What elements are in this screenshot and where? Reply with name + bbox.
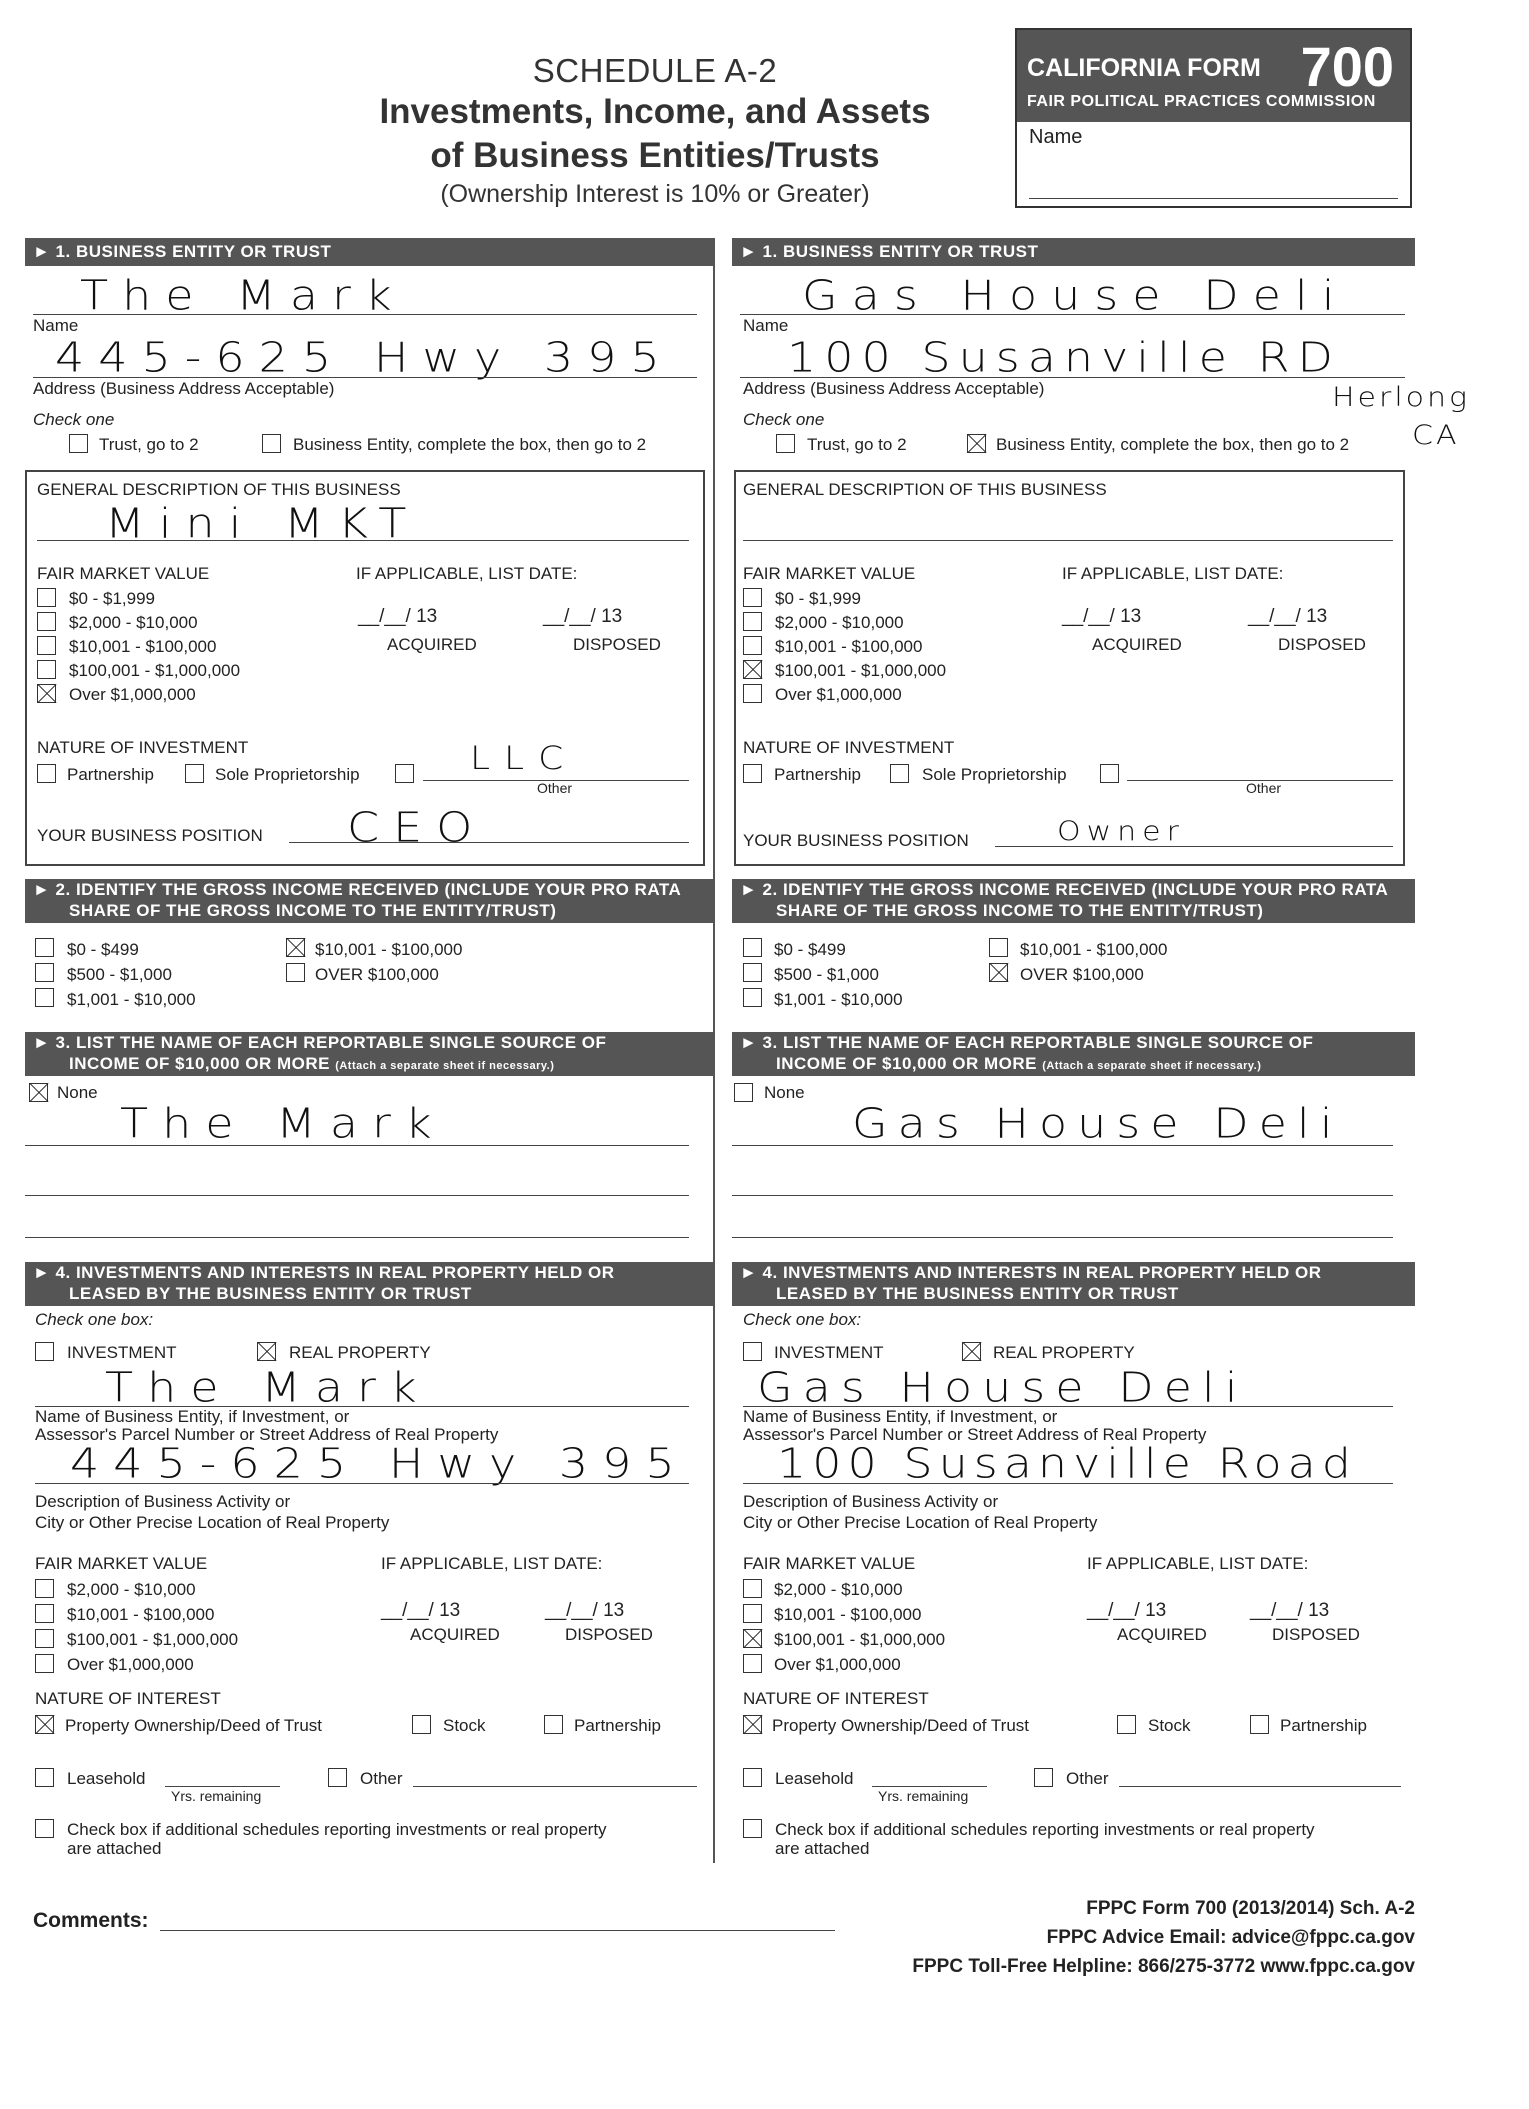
nature-interest-label: NATURE OF INTEREST [35, 1689, 221, 1708]
section-2-header-line1: ► 2. IDENTIFY THE GROSS INCOME RECEIVED (INCLUDE YOUR PRO RATA [33, 880, 682, 899]
rp-description-label-line1: Description of Business Activity or [35, 1492, 291, 1511]
partnership-checkbox[interactable] [37, 764, 56, 783]
income-0-499-label: $0 - $499 [774, 940, 846, 959]
income-source-line-3[interactable] [25, 1237, 689, 1238]
address-label: Address (Business Address Acceptable) [743, 379, 1045, 398]
rp-description-value: 100 Susanville Road [777, 1438, 1357, 1488]
rp-description-label-line2: City or Other Precise Location of Real Property [35, 1513, 390, 1532]
if-applicable-label: IF APPLICABLE, LIST DATE: [356, 564, 578, 583]
footer-advice-email: FPPC Advice Email: advice@fppc.ca.gov [1046, 1927, 1415, 1948]
rp-real-property-checkbox[interactable] [257, 1342, 276, 1361]
nature-investment-label: NATURE OF INVESTMENT [37, 738, 249, 757]
rp-real-property-label: REAL PROPERTY [993, 1343, 1135, 1362]
entity-address-value: 445-625 Hwy 395 [55, 332, 674, 382]
leasehold-checkbox[interactable] [35, 1768, 54, 1787]
fmv-10001-100000-label: $10,001 - $100,000 [775, 637, 923, 656]
rp-fmv-100001-1000000-checkbox[interactable] [35, 1629, 54, 1648]
source-none-checkbox[interactable] [734, 1083, 753, 1102]
acquired-date[interactable]: __/__/ 13 [358, 606, 438, 627]
entity-address-field[interactable] [33, 377, 697, 378]
income-source-line-1[interactable] [732, 1145, 1393, 1146]
rp-fmv-over-1000000-label: Over $1,000,000 [774, 1655, 901, 1674]
rp-disposed-label: DISPOSED [565, 1625, 653, 1644]
fmv-over-1000000-label: Over $1,000,000 [775, 685, 902, 704]
rp-fmv-100001-1000000-label: $100,001 - $1,000,000 [67, 1630, 239, 1649]
rp-name-label-line1: Name of Business Entity, if Investment, or [35, 1407, 350, 1426]
partnership-checkbox[interactable] [743, 764, 762, 783]
check-one-box-label: Check one box: [743, 1310, 862, 1329]
agency-name: FAIR POLITICAL PRACTICES COMMISSION [1027, 93, 1376, 110]
income-over-100000-label: OVER $100,000 [315, 965, 439, 984]
disposed-date[interactable]: __/__/ 13 [543, 606, 623, 627]
disposed-label: DISPOSED [573, 635, 661, 654]
filer-name-field[interactable] [1029, 198, 1398, 199]
fmv-2000-10000-checkbox[interactable] [37, 612, 56, 631]
general-description-value: Mini MKT [105, 498, 421, 548]
right-entity-column [732, 238, 1471, 1863]
income-1001-10000-checkbox[interactable] [743, 988, 762, 1007]
section-1-header: ► 1. BUSINESS ENTITY OR TRUST [25, 238, 713, 266]
schedule-subtitle-3: (Ownership Interest is 10% or Greater) [440, 180, 870, 208]
filer-name-label: Name [1029, 126, 1083, 148]
left-entity-column [25, 238, 715, 1863]
rp-name-label-line2: Assessor's Parcel Number or Street Address of Real Property [35, 1425, 499, 1444]
general-description-field[interactable] [743, 540, 1393, 541]
rp-if-applicable-label: IF APPLICABLE, LIST DATE: [1087, 1554, 1309, 1573]
rp-fmv-2000-10000-checkbox[interactable] [743, 1579, 762, 1598]
rp-fmv-2000-10000-label: $2,000 - $10,000 [774, 1580, 903, 1599]
additional-schedules-label-line2: are attached [67, 1839, 162, 1858]
fmv-0-1999-label: $0 - $1,999 [69, 589, 156, 608]
trust-checkbox[interactable] [776, 434, 795, 453]
rp-description-label [743, 1491, 1097, 1533]
fmv-10001-100000-label: $10,001 - $100,000 [69, 637, 217, 656]
income-500-1000-label: $500 - $1,000 [774, 965, 879, 984]
form-label: CALIFORNIA FORM [1027, 54, 1261, 82]
income-source-value: The Mark [120, 1098, 446, 1148]
income-0-499-checkbox[interactable] [743, 938, 762, 957]
section-3-header-line2: INCOME OF $10,000 OR MORE [776, 1054, 1037, 1073]
income-10001-100000-checkbox[interactable] [286, 938, 305, 957]
rp-investment-label: INVESTMENT [774, 1343, 884, 1362]
section-1-header: ► 1. BUSINESS ENTITY OR TRUST [732, 238, 1415, 266]
fmv-100001-1000000-label: $100,001 - $1,000,000 [69, 661, 241, 680]
business-position-label: YOUR BUSINESS POSITION [743, 831, 969, 850]
yrs-remaining-field[interactable] [872, 1786, 987, 1787]
rp-other-field[interactable] [1119, 1786, 1401, 1787]
fmv-label: FAIR MARKET VALUE [743, 564, 916, 583]
rp-real-property-label: REAL PROPERTY [289, 1343, 431, 1362]
rp-partnership-label: Partnership [574, 1716, 661, 1735]
acquired-label: ACQUIRED [387, 635, 477, 654]
entity-name-field[interactable] [740, 314, 1405, 315]
fmv-10001-100000-checkbox[interactable] [37, 636, 56, 655]
rp-other-label: Other [1066, 1769, 1109, 1788]
fmv-10001-100000-checkbox[interactable] [743, 636, 762, 655]
entity-address-extra-1: Herlong [1332, 381, 1471, 414]
fmv-100001-1000000-label: $100,001 - $1,000,000 [775, 661, 947, 680]
section-4-header-line1: ► 4. INVESTMENTS AND INTERESTS IN REAL PROPERTY HELD OR [33, 1263, 615, 1282]
property-ownership-checkbox[interactable] [35, 1715, 54, 1734]
footer-helpline: FPPC Toll-Free Helpline: 866/275-3772 www.fppc.ca.gov [912, 1956, 1415, 1977]
rp-other-checkbox[interactable] [1034, 1768, 1053, 1787]
rp-fmv-over-1000000-checkbox[interactable] [743, 1654, 762, 1673]
section-2-header-line2: SHARE OF THE GROSS INCOME TO THE ENTITY/TRUST) [69, 901, 557, 920]
rp-partnership-label: Partnership [1280, 1716, 1367, 1735]
income-10001-100000-label: $10,001 - $100,000 [315, 940, 463, 959]
section-3-header-line1: ► 3. LIST THE NAME OF EACH REPORTABLE SINGLE SOURCE OF [33, 1033, 607, 1052]
income-1001-10000-label: $1,001 - $10,000 [67, 990, 196, 1009]
rp-fmv-100001-1000000-checkbox[interactable] [743, 1629, 762, 1648]
fmv-2000-10000-label: $2,000 - $10,000 [69, 613, 198, 632]
rp-fmv-over-1000000-checkbox[interactable] [35, 1654, 54, 1673]
leasehold-checkbox[interactable] [743, 1768, 762, 1787]
schedule-title: SCHEDULE A-2 [532, 52, 778, 89]
nature-investment-label: NATURE OF INVESTMENT [743, 738, 955, 757]
address-label: Address (Business Address Acceptable) [33, 379, 335, 398]
comments-label: Comments: [33, 1909, 149, 1932]
rp-acquired-label: ACQUIRED [410, 1625, 500, 1644]
name-label: Name [743, 316, 789, 335]
rp-fmv-100001-1000000-label: $100,001 - $1,000,000 [774, 1630, 946, 1649]
sole-proprietorship-label: Sole Proprietorship [215, 765, 360, 784]
fmv-over-1000000-checkbox[interactable] [37, 684, 56, 703]
section-2-header [25, 879, 713, 923]
section-2-header-line2: SHARE OF THE GROSS INCOME TO THE ENTITY/TRUST) [776, 901, 1264, 920]
rp-description-label-line1: Description of Business Activity or [743, 1492, 999, 1511]
source-none-label: None [57, 1083, 98, 1102]
stock-label: Stock [1148, 1716, 1191, 1735]
business-position-label: YOUR BUSINESS POSITION [37, 826, 263, 845]
entity-name-value: Gas House Deli [802, 270, 1349, 320]
sole-proprietorship-checkbox[interactable] [890, 764, 909, 783]
other-label: Other [537, 780, 573, 796]
income-source-line-2[interactable] [732, 1195, 1393, 1196]
section-3-header-line2: INCOME OF $10,000 OR MORE [69, 1054, 330, 1073]
partnership-label: Partnership [774, 765, 861, 784]
rp-disposed-date[interactable]: __/__/ 13 [545, 1600, 625, 1621]
fmv-label: FAIR MARKET VALUE [37, 564, 210, 583]
rp-other-field[interactable] [413, 1786, 697, 1787]
income-500-1000-checkbox[interactable] [743, 963, 762, 982]
fmv-0-1999-label: $0 - $1,999 [775, 589, 862, 608]
leasehold-label: Leasehold [775, 1769, 854, 1788]
fppc-footer [912, 1894, 1415, 1981]
section-2-header-line1: ► 2. IDENTIFY THE GROSS INCOME RECEIVED (INCLUDE YOUR PRO RATA [740, 880, 1389, 899]
section-4-header [25, 1262, 713, 1306]
additional-schedules-label-line1: Check box if additional schedules reporting investments or real property [775, 1820, 1315, 1839]
rp-partnership-checkbox[interactable] [1250, 1715, 1269, 1734]
fmv-100001-1000000-checkbox[interactable] [37, 660, 56, 679]
check-one-label: Check one [33, 410, 115, 429]
fmv-0-1999-checkbox[interactable] [37, 588, 56, 607]
rp-disposed-date[interactable]: __/__/ 13 [1250, 1600, 1330, 1621]
check-one-label: Check one [743, 410, 825, 429]
rp-name-label-line2: Assessor's Parcel Number or Street Address of Real Property [743, 1425, 1207, 1444]
section-3-header-note: (Attach a separate sheet if necessary.) [1042, 1060, 1262, 1072]
additional-schedules-checkbox[interactable] [743, 1819, 762, 1838]
trust-checkbox[interactable] [69, 434, 88, 453]
form-id-box [1015, 28, 1412, 208]
section-3-header-note: (Attach a separate sheet if necessary.) [335, 1060, 555, 1072]
rp-acquired-date[interactable]: __/__/ 13 [381, 1600, 461, 1621]
income-1001-10000-checkbox[interactable] [35, 988, 54, 1007]
disposed-label: DISPOSED [1278, 635, 1366, 654]
business-position-field[interactable] [995, 846, 1393, 847]
fmv-100001-1000000-checkbox[interactable] [743, 660, 762, 679]
rp-description-label-line2: City or Other Precise Location of Real Property [743, 1513, 1098, 1532]
section-4-header-line2: LEASED BY THE BUSINESS ENTITY OR TRUST [776, 1284, 1179, 1303]
yrs-remaining-label: Yrs. remaining [878, 1788, 969, 1804]
business-entity-checkbox[interactable] [262, 434, 281, 453]
other-nature-checkbox[interactable] [395, 764, 414, 783]
section-3-header [732, 1032, 1415, 1076]
additional-schedules-label [67, 1820, 607, 1858]
section-3-header [25, 1032, 713, 1076]
rp-fmv-10001-100000-label: $10,001 - $100,000 [67, 1605, 215, 1624]
general-description-label: GENERAL DESCRIPTION OF THIS BUSINESS [37, 480, 401, 499]
additional-schedules-label-line2: are attached [775, 1839, 870, 1858]
fmv-over-1000000-label: Over $1,000,000 [69, 685, 196, 704]
fmv-0-1999-checkbox[interactable] [743, 588, 762, 607]
additional-schedules-checkbox[interactable] [35, 1819, 54, 1838]
income-10001-100000-label: $10,001 - $100,000 [1020, 940, 1168, 959]
acquired-date[interactable]: __/__/ 13 [1062, 606, 1142, 627]
rp-disposed-label: DISPOSED [1272, 1625, 1360, 1644]
income-source-value: Gas House Deli [852, 1098, 1343, 1148]
property-ownership-label: Property Ownership/Deed of Trust [65, 1716, 323, 1735]
schedule-title-block [340, 52, 970, 209]
rp-fmv-2000-10000-checkbox[interactable] [35, 1579, 54, 1598]
other-nature-checkbox[interactable] [1100, 764, 1119, 783]
business-entity-checkbox[interactable] [967, 434, 986, 453]
business-position-value: CEO [347, 802, 487, 852]
entity-address-extra-2: CA [1412, 419, 1460, 452]
form-number: 700 [1300, 35, 1394, 98]
section-4-header-line2: LEASED BY THE BUSINESS ENTITY OR TRUST [69, 1284, 472, 1303]
disposed-date[interactable]: __/__/ 13 [1248, 606, 1328, 627]
section-2-header [732, 879, 1415, 923]
rp-investment-checkbox[interactable] [35, 1342, 54, 1361]
rp-if-applicable-label: IF APPLICABLE, LIST DATE: [381, 1554, 603, 1573]
yrs-remaining-label: Yrs. remaining [171, 1788, 262, 1804]
general-description-label: GENERAL DESCRIPTION OF THIS BUSINESS [743, 480, 1107, 499]
income-10001-100000-checkbox[interactable] [989, 938, 1008, 957]
rp-investment-checkbox[interactable] [743, 1342, 762, 1361]
income-500-1000-checkbox[interactable] [35, 963, 54, 982]
fmv-2000-10000-label: $2,000 - $10,000 [775, 613, 904, 632]
source-none-label: None [764, 1083, 805, 1102]
rp-description-field[interactable] [743, 1483, 1393, 1484]
footer-form-version: FPPC Form 700 (2013/2014) Sch. A-2 [1086, 1898, 1415, 1919]
property-ownership-label: Property Ownership/Deed of Trust [772, 1716, 1030, 1735]
rp-fmv-2000-10000-label: $2,000 - $10,000 [67, 1580, 196, 1599]
additional-schedules-label-line1: Check box if additional schedules reporting investments or real property [67, 1820, 607, 1839]
comments-field[interactable] [160, 1930, 835, 1931]
rp-fmv-label: FAIR MARKET VALUE [743, 1554, 916, 1573]
stock-label: Stock [443, 1716, 486, 1735]
fmv-2000-10000-checkbox[interactable] [743, 612, 762, 631]
if-applicable-label: IF APPLICABLE, LIST DATE: [1062, 564, 1284, 583]
other-nature-value: LLC [470, 740, 578, 777]
rp-acquired-date[interactable]: __/__/ 13 [1087, 1600, 1167, 1621]
rp-real-property-checkbox[interactable] [962, 1342, 981, 1361]
form-id-header [1017, 30, 1410, 122]
other-label: Other [1246, 780, 1282, 796]
rp-investment-label: INVESTMENT [67, 1343, 177, 1362]
income-source-line-2[interactable] [25, 1195, 689, 1196]
name-label: Name [33, 316, 79, 335]
income-source-line-1[interactable] [25, 1145, 689, 1146]
sole-proprietorship-checkbox[interactable] [185, 764, 204, 783]
income-1001-10000-label: $1,001 - $10,000 [774, 990, 903, 1009]
general-description-field[interactable] [37, 540, 689, 541]
trust-label: Trust, go to 2 [807, 435, 907, 454]
rp-description-value: 445-625 Hwy 395 [70, 1438, 689, 1488]
section-4-header [732, 1262, 1415, 1306]
income-over-100000-label: OVER $100,000 [1020, 965, 1144, 984]
income-0-499-checkbox[interactable] [35, 938, 54, 957]
yrs-remaining-field[interactable] [165, 1786, 280, 1787]
income-over-100000-checkbox[interactable] [286, 963, 305, 982]
section-4-header-line1: ► 4. INVESTMENTS AND INTERESTS IN REAL PROPERTY HELD OR [740, 1263, 1322, 1282]
income-source-line-3[interactable] [732, 1237, 1393, 1238]
rp-other-label: Other [360, 1769, 403, 1788]
rp-fmv-label: FAIR MARKET VALUE [35, 1554, 208, 1573]
rp-name-label-line1: Name of Business Entity, if Investment, or [743, 1407, 1058, 1426]
business-entity-label: Business Entity, complete the box, then go to 2 [996, 435, 1350, 454]
rp-fmv-10001-100000-checkbox[interactable] [35, 1604, 54, 1623]
stock-checkbox[interactable] [412, 1715, 431, 1734]
source-none-checkbox[interactable] [29, 1083, 48, 1102]
fmv-over-1000000-checkbox[interactable] [743, 684, 762, 703]
income-over-100000-checkbox[interactable] [989, 963, 1008, 982]
entity-address-field[interactable] [740, 377, 1405, 378]
rp-name-value: The Mark [105, 1362, 431, 1412]
rp-name-value: Gas House Deli [757, 1362, 1248, 1412]
rp-partnership-checkbox[interactable] [544, 1715, 563, 1734]
rp-fmv-over-1000000-label: Over $1,000,000 [67, 1655, 194, 1674]
rp-description-label [35, 1491, 389, 1533]
entity-address-value: 100 Susanville RD [787, 332, 1341, 382]
schedule-subtitle-2: of Business Entities/Trusts [430, 136, 880, 175]
rp-other-checkbox[interactable] [328, 1768, 347, 1787]
entity-name-field[interactable] [33, 314, 697, 315]
rp-fmv-10001-100000-checkbox[interactable] [743, 1604, 762, 1623]
property-ownership-checkbox[interactable] [743, 1715, 762, 1734]
rp-acquired-label: ACQUIRED [1117, 1625, 1207, 1644]
schedule-subtitle-1: Investments, Income, and Assets [379, 92, 931, 131]
section-3-header-line1: ► 3. LIST THE NAME OF EACH REPORTABLE SINGLE SOURCE OF [740, 1033, 1314, 1052]
additional-schedules-label [775, 1820, 1315, 1858]
nature-interest-label: NATURE OF INTEREST [743, 1689, 929, 1708]
check-one-box-label: Check one box: [35, 1310, 154, 1329]
rp-description-field[interactable] [35, 1483, 689, 1484]
stock-checkbox[interactable] [1117, 1715, 1136, 1734]
trust-label: Trust, go to 2 [99, 435, 199, 454]
income-0-499-label: $0 - $499 [67, 940, 139, 959]
business-entity-label: Business Entity, complete the box, then go to 2 [293, 435, 647, 454]
income-500-1000-label: $500 - $1,000 [67, 965, 172, 984]
entity-name-value: The Mark [80, 270, 406, 320]
rp-fmv-10001-100000-label: $10,001 - $100,000 [774, 1605, 922, 1624]
partnership-label: Partnership [67, 765, 154, 784]
sole-proprietorship-label: Sole Proprietorship [922, 765, 1067, 784]
acquired-label: ACQUIRED [1092, 635, 1182, 654]
leasehold-label: Leasehold [67, 1769, 146, 1788]
business-position-field[interactable] [289, 842, 689, 843]
business-position-value: Owner [1057, 815, 1185, 848]
